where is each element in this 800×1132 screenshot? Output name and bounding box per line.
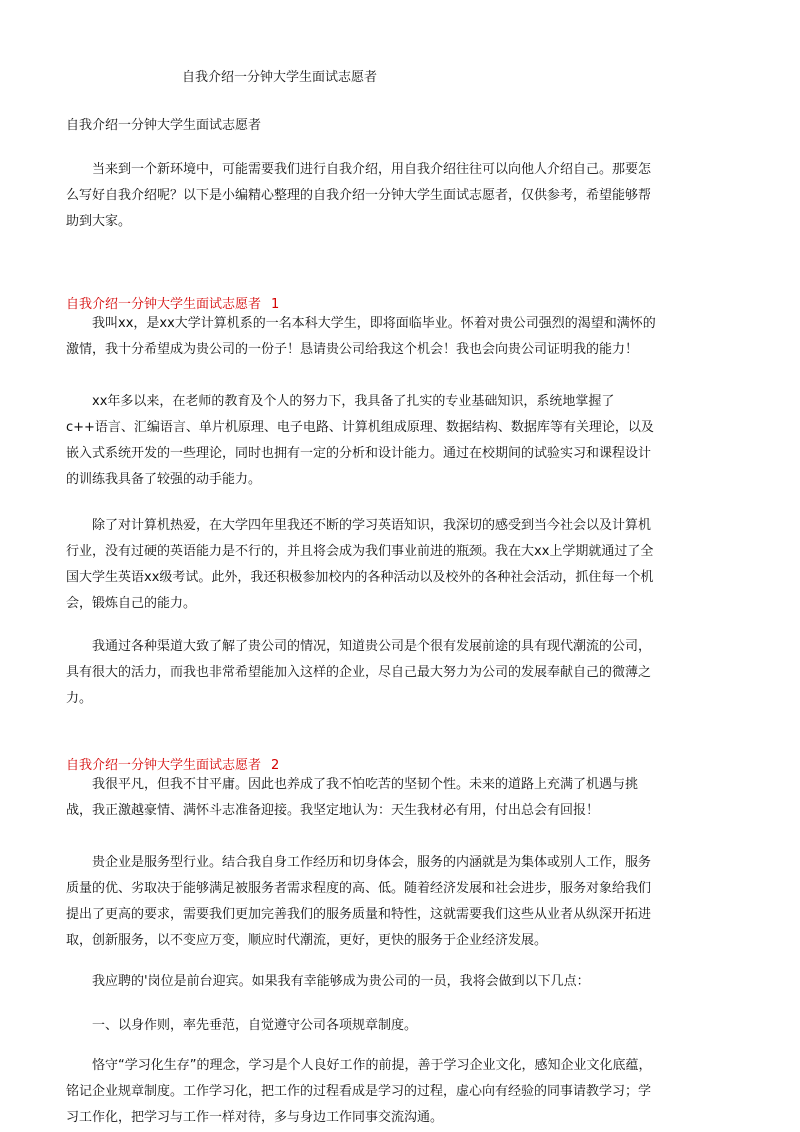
section-1-paragraph-2: xx年多以来，在老师的教育及个人的努力下，我具备了扎实的专业基础知识，系统地掌握了c++语言、汇编语言、单片机原理、电子电路、计算机组成原理、数据结构、数据库等有关理论，以及嵌入式系统开发的一些理论，同时也拥有一定的分析和设计能力。通过在校期间的试验实习和课程设计的训练我具备了较强的动手能力。: [66, 394, 654, 487]
section-heading-text: 自我介绍一分钟大学生面试志愿者: [66, 297, 262, 312]
section-1-paragraph-1: 我叫xx，是xx大学计算机系的一名本科大学生，即将面临毕业。怀着对贵公司强烈的渴望和满怀的激情，我十分希望成为贵公司的一份子！恳请贵公司给我这个机会！我也会向贵公司证明我的能力！: [66, 316, 656, 357]
section-1-paragraph-4: 我通过各种渠道大致了解了贵公司的情况，知道贵公司是个很有发展前途的具有现代潮流的公司，具有很大的活力，而我也非常希望能加入这样的企业，尽自己最大努力为公司的发展奉献自己的微薄之力。: [66, 639, 652, 706]
section-2-paragraph-4: 一、以身作则，率先垂范，自觉遵守公司各项规章制度。: [92, 1018, 418, 1033]
intro-paragraph: 当来到一个新环境中，可能需要我们进行自我介绍，用自我介绍往往可以向他人介绍自己。那要怎么写好自我介绍呢？以下是小编精心整理的自我介绍一分钟大学生面试志愿者，仅供参考，希望能够帮助到大家。: [66, 162, 652, 229]
section-heading-number: 1: [271, 297, 280, 312]
section-2-paragraph-2: 贵企业是服务型行业。结合我自身工作经历和切身体会，服务的内涵就是为集体或别人工作，服务质量的优、劣取决于能够满足被服务者需求程度的高、低。随着经济发展和社会进步，服务对象给我们提出了更高的要求，需要我们更加完善我们的服务质量和特性，这就需要我们这些从业者从纵深开拓进取，创新服务，以不变应万变，顺应时代潮流，更好，更快的服务于企业经济发展。: [66, 855, 652, 948]
section-2-paragraph-5: 恪守“学习化生存”的理念，学习是个人良好工作的前提，善于学习企业文化，感知企业文化底蕴，铭记企业规章制度。工作学习化，把工作的过程看成是学习的过程，虚心向有经验的同事请教学习；学习工作化，把学习与工作一样对待，多与身边工作同事交流沟通。: [66, 1058, 652, 1125]
section-heading-text: 自我介绍一分钟大学生面试志愿者: [66, 758, 262, 773]
section-heading-2: [66, 754, 279, 773]
section-1-paragraph-3: 除了对计算机热爱，在大学四年里我还不断的学习英语知识，我深切的感受到当今社会以及计算机行业，没有过硬的英语能力是不行的，并且将会成为我们事业前进的瓶颈。我在大xx上学期就通过了全国大学生英语xx级考试。此外，我还积极参加校内的各种活动以及校外的各种社会活动，抓住每一个机会，锻炼自己的能力。: [66, 518, 654, 611]
document-title: 自我介绍一分钟大学生面试志愿者: [182, 70, 378, 85]
section-2-paragraph-3: 我应聘的'岗位是前台迎宾。如果我有幸能够成为贵公司的一员，我将会做到以下几点：: [92, 974, 590, 989]
document-subtitle: 自我介绍一分钟大学生面试志愿者: [66, 118, 262, 133]
section-heading-number: 2: [271, 758, 280, 773]
section-heading-1: [66, 293, 279, 312]
section-2-paragraph-1: 我很平凡，但我不甘平庸。因此也养成了我不怕吃苦的坚韧个性。未来的道路上充满了机遇与挑战，我正激越豪情、满怀斗志准备迎接。我坚定地认为：天生我材必有用，付出总会有回报！: [66, 777, 639, 818]
